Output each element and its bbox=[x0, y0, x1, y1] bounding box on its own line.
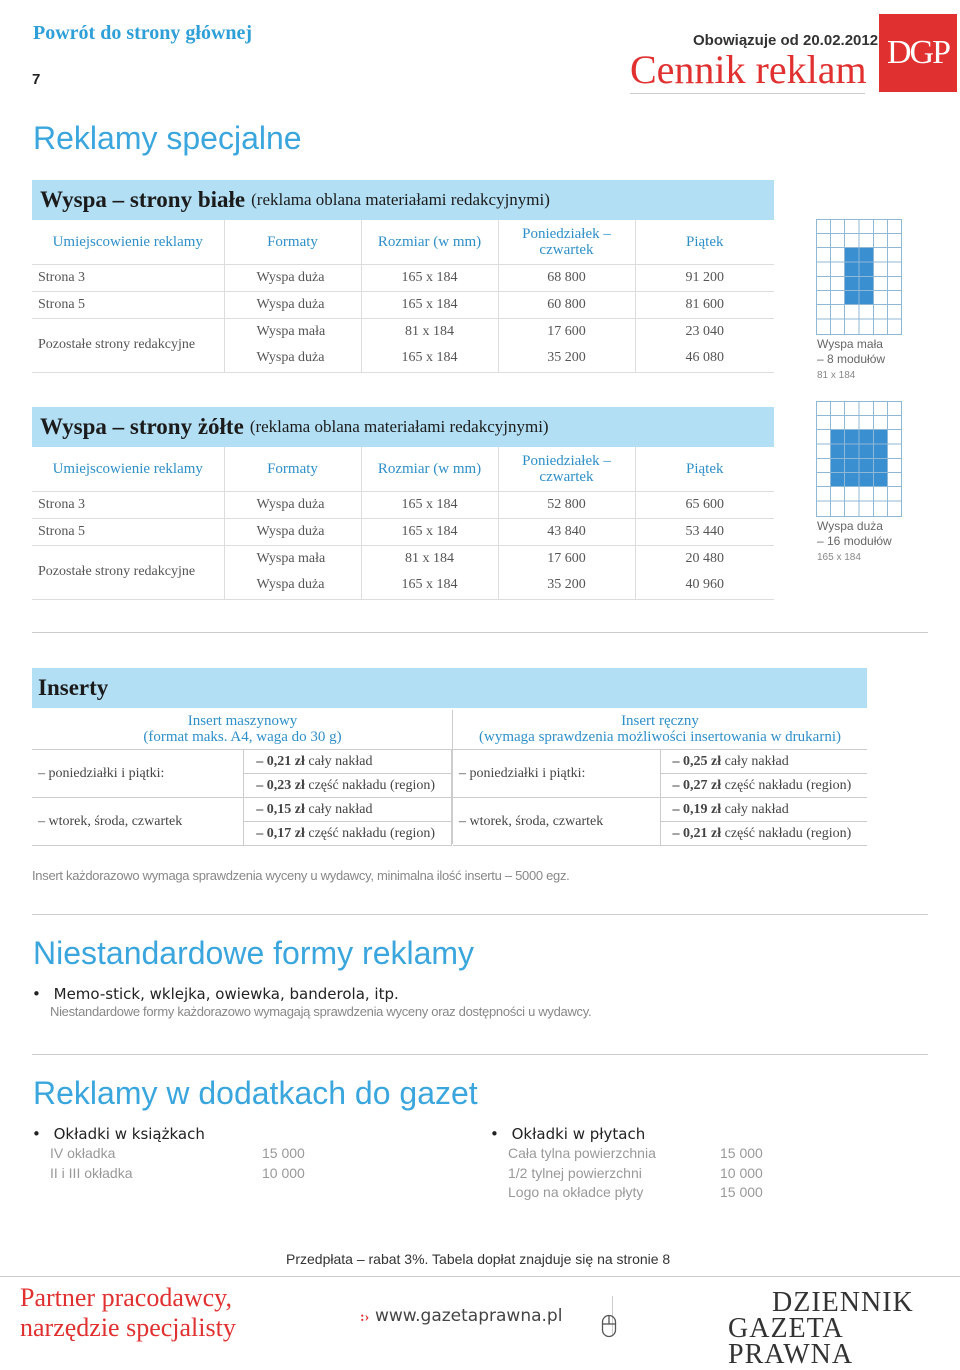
wyspa-white-header bbox=[32, 180, 774, 220]
price-cell bbox=[244, 798, 452, 822]
cell-fri: 65 600 bbox=[635, 491, 774, 518]
cell-mon-thu: 68 800 bbox=[498, 264, 635, 291]
divider bbox=[32, 1054, 928, 1055]
arrow-icon: :› bbox=[360, 1310, 370, 1325]
cell-fri: 53 440 bbox=[635, 518, 774, 545]
price-amount: – 0,21 zł bbox=[256, 753, 305, 769]
insert-manual-title: Insert ręczny bbox=[621, 713, 699, 729]
divider bbox=[32, 632, 928, 633]
col-place: Umiejscowienie reklamy bbox=[32, 447, 224, 491]
price-desc: cały nakład bbox=[721, 801, 789, 817]
caption-size: 165 x 184 bbox=[817, 552, 861, 563]
insert-manual-sub: (wymaga sprawdzenia możliwości insertowania w drukarni) bbox=[479, 729, 841, 745]
mouse-icon bbox=[601, 1314, 617, 1338]
price-amount: – 0,21 zł bbox=[672, 825, 722, 841]
cell-fri: 23 040 bbox=[635, 318, 774, 345]
cell-format: Wyspa duża bbox=[224, 264, 361, 291]
caption-line: – 16 modułów bbox=[817, 534, 892, 548]
cell-fri: 20 480 bbox=[635, 545, 774, 572]
list-item: Logo na okładce płyty bbox=[508, 1184, 644, 1200]
cell-format: Wyspa duża bbox=[224, 345, 361, 372]
list-item: 1/2 tylnej powierzchni bbox=[508, 1165, 642, 1181]
back-to-home-link[interactable]: Powrót do strony głównej bbox=[33, 22, 253, 44]
cell-size: 165 x 184 bbox=[361, 572, 498, 599]
cell-size: 165 x 184 bbox=[361, 264, 498, 291]
inserty-header bbox=[32, 668, 867, 708]
wyspa-white-subtitle: (reklama oblana materiałami redakcyjnymi) bbox=[251, 190, 550, 209]
list-item-price: 10 000 bbox=[720, 1165, 763, 1181]
cell-fri: 40 960 bbox=[635, 572, 774, 599]
price-amount: – 0,19 zł bbox=[672, 801, 722, 817]
price-cell bbox=[660, 822, 867, 846]
price-cell bbox=[244, 750, 452, 774]
caption-line: Wyspa mała bbox=[817, 337, 883, 351]
cell-place: Pozostałe strony redakcyjne bbox=[32, 545, 224, 599]
footer-tagline bbox=[20, 1283, 236, 1343]
price-cell bbox=[660, 750, 867, 774]
price-desc: cały nakład bbox=[304, 753, 373, 769]
cell-size: 81 x 184 bbox=[361, 318, 498, 345]
price-cell bbox=[244, 822, 452, 846]
page-number: 7 bbox=[32, 71, 41, 88]
caption-line bbox=[817, 549, 892, 565]
wyspa-white-title: Wyspa – strony białe bbox=[40, 187, 246, 212]
website-link[interactable]: www.gazetaprawna.pl bbox=[375, 1306, 563, 1326]
table-row bbox=[32, 545, 774, 572]
cell-mon-thu: 17 600 bbox=[498, 545, 635, 572]
col-fri: Piątek bbox=[686, 233, 724, 250]
wyspa-small-caption bbox=[817, 337, 885, 383]
col-mon-thu: Poniedziałek – czwartek bbox=[498, 220, 635, 264]
caption-line: Wyspa duża bbox=[817, 519, 883, 533]
table-row bbox=[32, 291, 774, 318]
insert-manual-table bbox=[453, 749, 867, 846]
col-format: Formaty bbox=[224, 447, 361, 491]
cell-mon-thu: 43 840 bbox=[498, 518, 635, 545]
divider bbox=[32, 914, 928, 915]
insert-machine-title: Insert maszynowy bbox=[187, 713, 298, 729]
insert-machine-header bbox=[130, 713, 355, 745]
price-amount: – 0,27 zł bbox=[672, 777, 722, 793]
cell-place: Strona 5 bbox=[32, 291, 224, 318]
cell-fri: 91 200 bbox=[635, 264, 774, 291]
day-label: – wtorek, środa, czwartek bbox=[453, 798, 660, 846]
price-desc: część nakładu (region) bbox=[721, 825, 852, 841]
special-ads-title: Reklamy specjalne bbox=[33, 120, 302, 156]
cell-mon-thu: 52 800 bbox=[498, 491, 635, 518]
col-size: Rozmiar (w mm) bbox=[361, 447, 498, 491]
cell-mon-thu: 35 200 bbox=[498, 345, 635, 372]
wyspa-yellow-subtitle: (reklama oblana materiałami redakcyjnymi) bbox=[249, 417, 549, 436]
wyspa-small-module-grid bbox=[816, 219, 902, 335]
col-fri: Piątek bbox=[686, 460, 724, 477]
caption-line: – 8 modułów bbox=[817, 352, 886, 366]
price-cell bbox=[244, 774, 452, 798]
cell-place: Strona 5 bbox=[32, 518, 224, 545]
list-item-price: 10 000 bbox=[262, 1165, 305, 1181]
list-item: Cała tylna powierzchnia bbox=[508, 1145, 656, 1161]
wyspa-large-caption bbox=[817, 519, 892, 565]
nonstandard-title: Niestandardowe formy reklamy bbox=[33, 935, 475, 971]
day-label: – poniedziałki i piątki: bbox=[453, 750, 660, 798]
table-row bbox=[32, 491, 774, 518]
page-title: Cennik reklam bbox=[630, 47, 867, 92]
cell-fri: 81 600 bbox=[635, 291, 774, 318]
insert-note: Insert każdorazowo wymaga sprawdzenia wyceny u wydawcy, minimalna ilość insertu – 5000 egz. bbox=[32, 868, 570, 883]
prepay-note: Przedpłata – rabat 3%. Tabela dopłat znajduje się na stronie 8 bbox=[286, 1251, 671, 1267]
nonstandard-bullet-text: Memo-stick, wklejka, owiewka, banderola, itp. bbox=[53, 985, 399, 1003]
brand-line: DZIENNIK bbox=[772, 1287, 914, 1318]
cell-mon-thu: 60 800 bbox=[498, 291, 635, 318]
list-item: II i III okładka bbox=[50, 1165, 133, 1181]
cell-format: Wyspa mała bbox=[224, 318, 361, 345]
cell-size: 165 x 184 bbox=[361, 518, 498, 545]
col-format: Formaty bbox=[224, 220, 361, 264]
cell-size: 165 x 184 bbox=[361, 491, 498, 518]
cell-place: Strona 3 bbox=[32, 491, 224, 518]
dgp-logo: DGP bbox=[879, 14, 957, 92]
cell-size: 165 x 184 bbox=[361, 291, 498, 318]
wyspa-white-table bbox=[32, 220, 774, 373]
cell-format: Wyspa duża bbox=[224, 518, 361, 545]
price-amount: – 0,23 zł bbox=[256, 777, 305, 793]
price-cell bbox=[660, 798, 867, 822]
nonstandard-note: Niestandardowe formy każdorazowo wymagają sprawdzenia wyceny oraz dostępności u wydawcy. bbox=[50, 1004, 592, 1019]
cell-format: Wyspa duża bbox=[224, 291, 361, 318]
wyspa-yellow-table bbox=[32, 447, 774, 600]
col-place: Umiejscowienie reklamy bbox=[32, 220, 224, 264]
cds-bullet: • Okładki w płytach bbox=[490, 1125, 646, 1143]
price-desc: część nakładu (region) bbox=[304, 825, 436, 841]
wyspa-white-section bbox=[32, 180, 774, 373]
price-desc: część nakładu (region) bbox=[721, 777, 852, 793]
caption-line bbox=[817, 367, 885, 383]
tagline-line: narzędzie specjalisty bbox=[20, 1313, 236, 1342]
insert-manual-header bbox=[455, 713, 865, 745]
tagline-line: Partner pracodawcy, bbox=[20, 1283, 232, 1312]
price-amount: – 0,17 zł bbox=[256, 825, 305, 841]
price-desc: cały nakład bbox=[721, 753, 789, 769]
list-item-price: 15 000 bbox=[262, 1145, 305, 1161]
price-amount: – 0,15 zł bbox=[256, 801, 305, 817]
books-bullet: • Okładki w książkach bbox=[32, 1125, 205, 1143]
col-size: Rozmiar (w mm) bbox=[361, 220, 498, 264]
cds-title: Okładki w płytach bbox=[511, 1125, 646, 1143]
cell-mon-thu: 17 600 bbox=[498, 318, 635, 345]
dziennik-gazeta-prawna-logo bbox=[728, 1287, 960, 1370]
day-label: – poniedziałki i piątki: bbox=[32, 750, 244, 798]
cell-format: Wyspa duża bbox=[224, 491, 361, 518]
table-row bbox=[32, 264, 774, 291]
cell-size: 81 x 184 bbox=[361, 545, 498, 572]
cell-size: 165 x 184 bbox=[361, 345, 498, 372]
table-row bbox=[32, 318, 774, 345]
inserty-title: Inserty bbox=[38, 675, 109, 700]
brand-line: GAZETA PRAWNA bbox=[728, 1313, 854, 1370]
cell-mon-thu: 35 200 bbox=[498, 572, 635, 599]
list-item: IV okładka bbox=[50, 1145, 116, 1161]
supplements-title: Reklamy w dodatkach do gazet bbox=[33, 1075, 478, 1111]
caption-size: 81 x 184 bbox=[817, 370, 856, 381]
cell-format: Wyspa duża bbox=[224, 572, 361, 599]
price-desc: cały nakład bbox=[304, 801, 373, 817]
wyspa-yellow-header bbox=[32, 407, 774, 447]
price-desc: część nakładu (region) bbox=[304, 777, 436, 793]
list-item-price: 15 000 bbox=[720, 1145, 763, 1161]
valid-from: Obowiązuje od 20.02.2012 bbox=[693, 32, 879, 49]
cell-format: Wyspa mała bbox=[224, 545, 361, 572]
insert-machine-table bbox=[32, 749, 452, 846]
nonstandard-bullet: • Memo-stick, wklejka, owiewka, banderola, itp. bbox=[32, 985, 399, 1003]
wyspa-yellow-title: Wyspa – strony żółte bbox=[40, 414, 244, 439]
day-label: – wtorek, środa, czwartek bbox=[32, 798, 244, 846]
title-rule bbox=[630, 93, 865, 94]
insert-machine-sub: (format maks. A4, waga do 30 g) bbox=[143, 729, 342, 745]
col-mon-thu: Poniedziałek – czwartek bbox=[498, 447, 635, 491]
cell-place: Strona 3 bbox=[32, 264, 224, 291]
footer-rule bbox=[0, 1276, 960, 1277]
cell-fri: 46 080 bbox=[635, 345, 774, 372]
wyspa-large-module-grid bbox=[816, 401, 902, 517]
list-item-price: 15 000 bbox=[720, 1184, 763, 1200]
wyspa-yellow-section bbox=[32, 407, 774, 600]
books-title: Okładki w książkach bbox=[53, 1125, 205, 1143]
table-row bbox=[32, 518, 774, 545]
price-amount: – 0,25 zł bbox=[672, 753, 722, 769]
cell-place: Pozostałe strony redakcyjne bbox=[32, 318, 224, 372]
price-cell bbox=[660, 774, 867, 798]
